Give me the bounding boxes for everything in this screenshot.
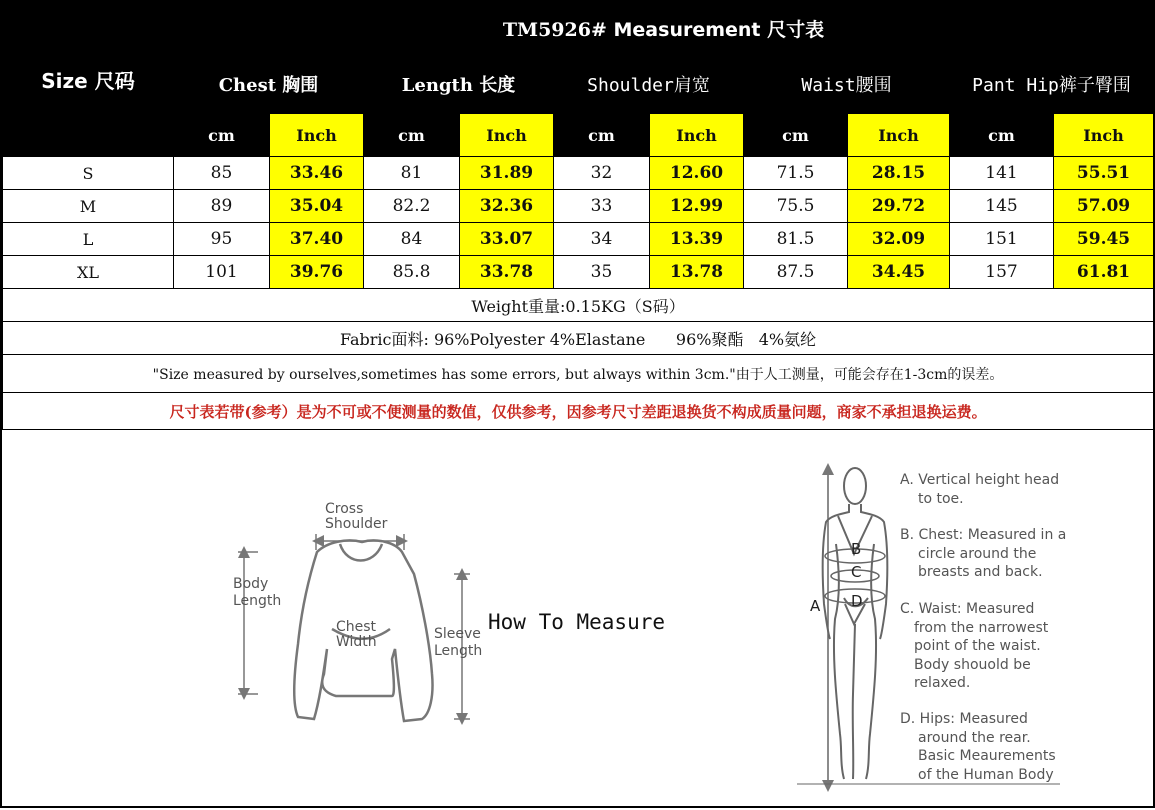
col-shoulder: Shoulder肩宽 <box>554 54 744 114</box>
waist-cm: 71.5 <box>744 157 848 190</box>
waist-cm: 87.5 <box>744 256 848 289</box>
letter-b: B <box>851 540 862 558</box>
sweater-labels <box>233 501 482 659</box>
size-table <box>2 2 1154 430</box>
letter-a: A <box>810 597 821 615</box>
desc-a-line: to toe. <box>918 490 964 507</box>
unit-inch: Inch <box>848 114 950 157</box>
hip-cm: 151 <box>950 223 1054 256</box>
chest-inch: 35.04 <box>270 190 364 223</box>
disclaimer-row <box>3 393 1154 430</box>
chest-cm: 95 <box>174 223 270 256</box>
label-sleeve: Sleeve <box>434 626 481 642</box>
how-to-measure: How To Measure <box>488 610 666 634</box>
measure-note: "Size measured by ourselves,sometimes has some errors, but always within 3cm."由于人工测量，可能会存在1-3cm的误差。 <box>3 355 1154 393</box>
unit-cm: cm <box>174 114 270 157</box>
length-cm: 84 <box>364 223 460 256</box>
shoulder-inch: 12.99 <box>650 190 744 223</box>
label-chest: Chest <box>336 619 377 635</box>
table-row <box>3 190 1154 223</box>
desc-d <box>900 710 1056 784</box>
hip-inch: 61.81 <box>1054 256 1154 289</box>
label-chest-width: Width <box>336 634 377 650</box>
title-cn: 尺寸表 <box>767 18 825 41</box>
chest-inch: 33.46 <box>270 157 364 190</box>
col-length: Length 长度 <box>364 54 554 114</box>
hip-inch: 55.51 <box>1054 157 1154 190</box>
shoulder-inch: 13.39 <box>650 223 744 256</box>
desc-c <box>900 600 1048 693</box>
unit-inch: Inch <box>270 114 364 157</box>
letter-d: D <box>851 592 863 610</box>
unit-inch: Inch <box>1054 114 1154 157</box>
body-figure <box>823 468 888 779</box>
label-cross: Cross <box>325 501 364 517</box>
weight-row <box>3 289 1154 322</box>
desc-c-line: from the narrowest <box>914 619 1049 636</box>
desc-d-line: around the rear. <box>918 729 1031 746</box>
fabric-text: Fabric面料: 96%Polyester 4%Elastane 96%聚酯 4%氨纶 <box>3 322 1154 355</box>
length-cm: 82.2 <box>364 190 460 223</box>
length-cm: 85.8 <box>364 256 460 289</box>
label-body-length: Length <box>233 593 282 609</box>
label-shoulder: Shoulder <box>325 516 388 532</box>
label-sleeve-length: Length <box>434 643 483 659</box>
chest-cm: 89 <box>174 190 270 223</box>
length-inch: 33.07 <box>460 223 554 256</box>
chest-inch: 39.76 <box>270 256 364 289</box>
unit-cm: cm <box>554 114 650 157</box>
length-inch: 32.36 <box>460 190 554 223</box>
label-body: Body <box>233 576 269 592</box>
hip-inch: 59.45 <box>1054 223 1154 256</box>
desc-c-line: point of the waist. <box>914 638 1041 654</box>
length-inch: 33.78 <box>460 256 554 289</box>
chest-cm: 85 <box>174 157 270 190</box>
desc-b-line: circle around the <box>918 545 1037 562</box>
shoulder-cm: 34 <box>554 223 650 256</box>
shoulder-cm: 33 <box>554 190 650 223</box>
desc-a <box>900 471 1059 508</box>
size-cell: S <box>3 157 174 190</box>
desc-d-line: Basic Meaurements <box>918 748 1056 764</box>
shoulder-cm: 32 <box>554 157 650 190</box>
desc-c-line: Body shouold be <box>914 656 1031 673</box>
desc-b-line: breasts and back. <box>918 564 1043 580</box>
table-row <box>3 223 1154 256</box>
chest-inch: 37.40 <box>270 223 364 256</box>
hip-cm: 157 <box>950 256 1054 289</box>
table-row <box>3 256 1154 289</box>
waist-inch: 34.45 <box>848 256 950 289</box>
waist-inch: 29.72 <box>848 190 950 223</box>
col-waist: Waist腰围 <box>744 54 950 114</box>
unit-cm: cm <box>744 114 848 157</box>
letter-c: C <box>851 563 862 581</box>
table-row <box>3 157 1154 190</box>
desc-c-line: C. Waist: Measured <box>900 601 1035 617</box>
unit-inch: Inch <box>460 114 554 157</box>
size-cell: XL <box>3 256 174 289</box>
desc-b <box>900 526 1066 582</box>
waist-inch: 28.15 <box>848 157 950 190</box>
length-cm: 81 <box>364 157 460 190</box>
shoulder-inch: 12.60 <box>650 157 744 190</box>
desc-a-line: A. Vertical height head <box>900 472 1060 488</box>
desc-b-line: B. Chest: Measured in a <box>900 527 1067 543</box>
unit-cm: cm <box>950 114 1054 157</box>
hip-inch: 57.09 <box>1054 190 1154 223</box>
col-pant-hip: Pant Hip裤子臀围 <box>950 54 1154 114</box>
measure-guide <box>2 434 1153 806</box>
chest-cm: 101 <box>174 256 270 289</box>
waist-cm: 81.5 <box>744 223 848 256</box>
length-inch: 31.89 <box>460 157 554 190</box>
unit-cm: cm <box>364 114 460 157</box>
fabric-row <box>3 322 1154 355</box>
desc-c-line: relaxed. <box>914 675 971 691</box>
unit-inch: Inch <box>650 114 744 157</box>
waist-cm: 75.5 <box>744 190 848 223</box>
disclaimer-text: 尺寸表若带(参考）是为不可或不便测量的数值，仅供参考，因参考尺寸差距退换货不构成质量问题，商家不承担退换运费。 <box>3 393 1154 430</box>
weight-text: Weight重量:0.15KG（S码） <box>3 289 1154 322</box>
title-word: Measurement <box>613 18 761 41</box>
size-header: Size 尺码 <box>3 3 174 157</box>
desc-d-line: D. Hips: Measured <box>900 711 1028 727</box>
hip-cm: 145 <box>950 190 1054 223</box>
size-cell: M <box>3 190 174 223</box>
size-cell: L <box>3 223 174 256</box>
shoulder-inch: 13.78 <box>650 256 744 289</box>
note-row <box>3 355 1154 393</box>
desc-d-line: of the Human Body <box>918 766 1054 783</box>
col-chest: Chest 胸围 <box>174 54 364 114</box>
shoulder-cm: 35 <box>554 256 650 289</box>
hip-cm: 141 <box>950 157 1054 190</box>
title-code: TM5926# <box>502 18 607 41</box>
waist-inch: 32.09 <box>848 223 950 256</box>
table-title <box>174 3 1154 54</box>
